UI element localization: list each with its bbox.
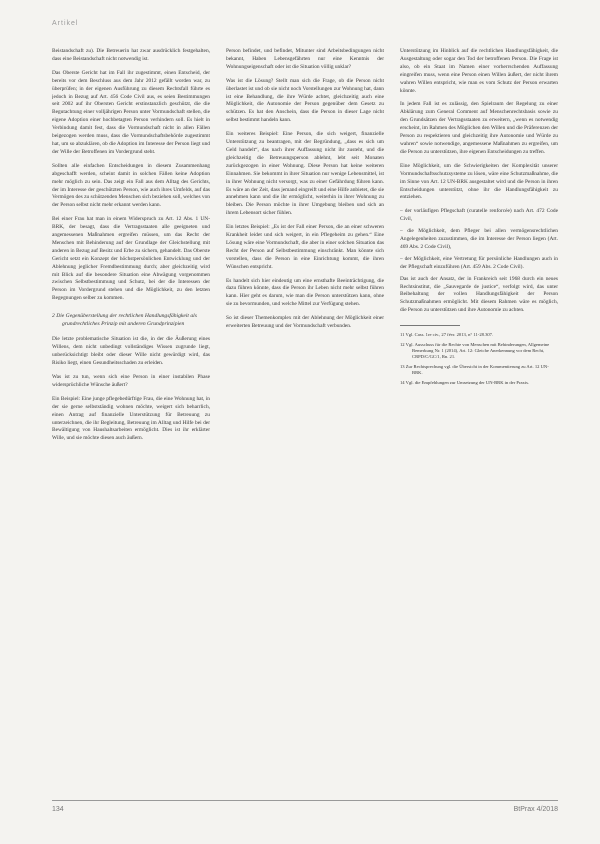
column-3 (400, 48, 558, 788)
paragraph: Ein Beispiel: Eine junge pflegebedürftige Frau, die eine Wohnung hat, in der sie gerne selbstständig wohnen möchte, weigert sich beharrlich, einen Antrag auf finanzielle Unterstützung für Betreuung zu unterzeichnen, die ihr Begleitung, Betreuung im Alltag und Hilfe bei der Bewältigung von Haushaltsarbeiten ermöglicht. Dies ist ihr erklärter Wille, und sie möchte diesen auch äußern. (52, 395, 210, 442)
section-subheading: 2 Die Gegenüberstellung der rechtlichen Handlungsfähigkeit als grundrechtliches Prinzip mit anderen Grundprinzipien (52, 313, 197, 327)
footnote: 11 Vgl. Cass. 1re civ., 27 févr. 2013, n° 11-28.307. (400, 332, 494, 338)
paragraph: Was ist zu tun, wenn sich eine Person in einer instabilen Phase widersprüchliche Wünsche äußert? (52, 374, 210, 388)
journal-name: BtPrax 4/2018 (513, 806, 558, 813)
paragraph: Es handelt sich hier eindeutig um eine ernsthafte Beeinträchtigung, die dazu führen könnte, dass die Person ihr Leben nicht mehr selbst führen kann. Hier geht es darum, wie man die Person unterstützen kann, ohne sie zu bevormunden, und welche Mittel zur Verfügung stehen. (226, 277, 384, 308)
running-head: Artikel (52, 20, 79, 27)
paragraph: So ist dieser Themenkomplex mit der Ablehnung der Möglichkeit einer erweiterten Betreuung und der Vormundschaft verbunden. (226, 315, 384, 330)
text-columns (52, 48, 558, 788)
column-1 (52, 48, 210, 788)
paragraph: Das Oberste Gericht hat im Fall ihr zugestimmt, einen Entscheid, der bereits vor dem Beschluss aus dem Jahr 2012 gefällt worden war, zu überprüfen; in der eigenen Ausführung zu diesem Rechtsfall führte es jedoch in Bezug auf Art. 456 Code Civil aus, es seien Bestimmungen seit 2002 auf ihr Obersten Gericht erstinstanzlich geschützt, die die Begutachtung einer volljährigen Person unter Vormundschaft stellen, die eigene Adoption einer hochbetagten Person verhindern soll. Es hielt in Verbindung damit fest, dass die Vormundschaft nicht in allen Fällen beigezogen werden muss, dass die Vormundschaftsbehörde zugestimmt hat, um so abzuklären, ob die Adoption im Interesse der Person liegt und der Wille der Betroffenen im Vordergrund steht. (52, 69, 210, 155)
footnote: 14 Vgl. die Empfehlungen zur Umsetzung der UN-BRK in der Praxis. (400, 379, 530, 385)
paragraph: Eine Möglichkeit, um die Schwierigkeiten der Komplexität unserer Vormundschaftsschutzsysteme zu lösen, wäre eine Schutzmaßnahme, die im Sinne von Art. 12 UN-BRK ausgestaltet wird und die Person in ihren Entscheidungen unterstützt, ohne ihr die Handlungsfähigkeit zu entziehen. (400, 162, 558, 201)
paragraph: Sollten alle einfachen Entscheidungen in diesem Zusammenhang abgeschafft werden, scheint damit in solchen Fällen keine Adoption mehr möglich zu sein. Das zeigt ein Fall aus dem Alltag des Gerichts, der im Interesse der geschützten Person, wie auch ihres Umfelds, auf das Vermögen des zu schützenden Menschen sich beziehen soll, welches von der Person selbst nicht mehr erkannt werden kann. (52, 162, 210, 209)
paragraph: Ein letztes Beispiel: „Es ist der Fall einer Person, die an einer schweren Krankheit leidet und sich weigert, in ein Pflegeheim zu gehen.“ Eine Lösung wäre eine Vormundschaft, die aber in einer solchen Situation das Recht der Person auf Selbstbestimmung einschränkt. Man könnte sich vorstellen, dass die Person in eine Einrichtung kommt, die ihren Wünschen entspricht. (226, 224, 384, 270)
paragraph: Das ist auch der Ansatz, der in Frankreich seit 1968 durch ein neues Rechtsinstitut, die „Sauvegarde de justice“, verfolgt wird, das unter Beibehaltung der vollen Handlungsfähigkeit der Person Schutzmaßnahmen ermöglicht. Mit diesem Rahmen wäre es möglich, die Person zu unterstützen und ihre Autonomie zu achten. (400, 275, 558, 314)
list-item: – der vorläufigen Pflegschaft (curatelle renforcée) nach Art. 472 Code Civil, (400, 208, 558, 223)
dash-list (400, 208, 558, 271)
paragraph: Was ist die Lösung? Stellt man sich die Frage, ob die Person nicht überlastet ist und ob sie nicht noch Vorstellungen zur Wohnung hat, dann ist eine Behandlung, die ihre Würde achtet, gleichzeitig auch eine Möglichkeit, die Autonomie der Person gegenüber dem Gesetz zu schützen. Es hat den Anschein, dass die Person in dieser Lage nicht selbst bestimmt handeln kann. (226, 77, 384, 124)
list-item: – die Möglichkeit, dem Pfleger bei allen vermögensrechtlichen Angelegenheiten zuzustimmen, die im Interesse der Person liegen (Art. 469 Abs. 2 Code Civil), (400, 228, 558, 250)
footnote-divider (400, 325, 460, 326)
paragraph: Unterstützung im Hinblick auf die rechtlichen Handlungsfähigkeit, die Ausgestaltung oder sogar den Tod der betroffenen Person. Die Frage ist also, ob ein Staat im Namen einer vorherrschenden Auffassung eingreifen muss, wenn eine Person einen Willen äußert, der nicht ihrem wahren Willen entspricht, wie man es vom Schutz der Person erwarten könnte. (400, 48, 558, 94)
column-2 (226, 48, 384, 788)
paragraph: Beistandschaft zu). Die Betreuerin hat zwar ausdrücklich festgehalten, dass eine Beistandschaft nicht notwendig ist. (52, 48, 210, 62)
paragraph: Ein weiteres Beispiel: Eine Person, die sich weigert, finanzielle Unterstützung zu beantragen, mit der Begründung, „dass es sich um Geld handelt“, das nach ihrer Auffassung nicht ihr zusteht, und die gleichzeitig die Betreuungsperson ablehnt, lebt seit Monaten zurückgezogen in einer Wohnung. Diese Person hat keine weiteren Einnahmen. Sie bekommt in ihrer Situation nur wenige Lebensmittel, ist in ihrer Wohnung nicht versorgt, was zu einer Gefährdung führen kann. Es wäre an der Zeit, dass jemand eingreift und eine Hilfe anbietet, die sie annehmen kann und die ihr ermöglicht, weiterhin in ihrer Wohnung zu bleiben. Die Person möchte in ihrer Umgebung bleiben und sich an ihrem Lebensort sicher fühlen. (226, 131, 384, 217)
footnote: 13 Zur Rechtsprechung vgl. die Übersicht in der Kommentierung zu Art. 12 UN-BRK. (400, 363, 549, 376)
paragraph: Person befindet, und befindet, Mitunter sind Arbeitsbedingungen nicht bekannt, Haben Lebensgefährten nur eine Kenntnis der Wohnungseigenschaft oder ist die Situation völlig unklar? (226, 48, 384, 70)
paragraph: Bei einer Frau hat man in einem Widerspruch zu Art. 12 Abs. 1 UN-BRK, der besagt, dass die Vertragsstaaten alle geeigneten und angemessenen Maßnahmen ergreifen müssen, um das Recht der Menschen mit Behinderung auf der Grundlage der Gleichstellung mit anderen in Bezug auf Besitz und Erbe zu sichern, gehandelt. Das Oberste Gericht setzt ein Konzept der höchstpersönlichen Entwicklung und der Ablehnung jeglicher Fremdbestimmung durch; aber gleichzeitig wird mit Blick auf die besondere Situation eine Abwägung vorgenommen zwischen Selbstbestimmung und Schutz, bei der die Interessen der Person im Vordergrund stehen und die Möglichkeit, zu den letzten Begegnungen selber zu kommen. (52, 216, 210, 302)
footer-rule (52, 800, 558, 802)
footnote: 12 Vgl. Ausschuss für die Rechte von Menschen mit Behinderungen, Allgemeine Bemerkung Nr. 1 (2014), Art. 12: Gleiche Anerkennung vor dem Recht, CRPD/C/GC/1, Rn. 21. (400, 341, 550, 360)
list-item: – der Möglichkeit, eine Vertretung für persönliche Handlungen auch in der Pflegschaft einzuführen (Art. 459 Abs. 2 Code Civil). (400, 255, 558, 270)
paragraph: In jedem Fall ist es zulässig, den Spielraum der Regelung zu einer Abklärung zum General Comment auf Menschenrechtsbasis sowie zu den Grundsätzen der Vertragsstaaten zu erweitern, „wenn es notwendig erscheint, im Rahmen des Möglichen den Willen und die Präferenzen der Person zu respektieren und gleichzeitig ihre Autonomie und Würde zu wahren“ sowie notwendige, angemessene Maßnahmen zu ergreifen, um die Person zu unterstützen, ihre eigenen Entscheidungen zu treffen. (400, 101, 558, 155)
page-number: 134 (52, 806, 64, 813)
paragraph: Die letzte problematische Situation ist die, in der die Äußerung eines Willens, dem nicht unbedingt vollständiges Wissen zugrunde liegt, unberücksichtigt bleibt oder dieser Wille nicht gewürdigt wird, das Risiko liegt, einen Gesundheitsschaden zu erleiden. (52, 336, 210, 367)
